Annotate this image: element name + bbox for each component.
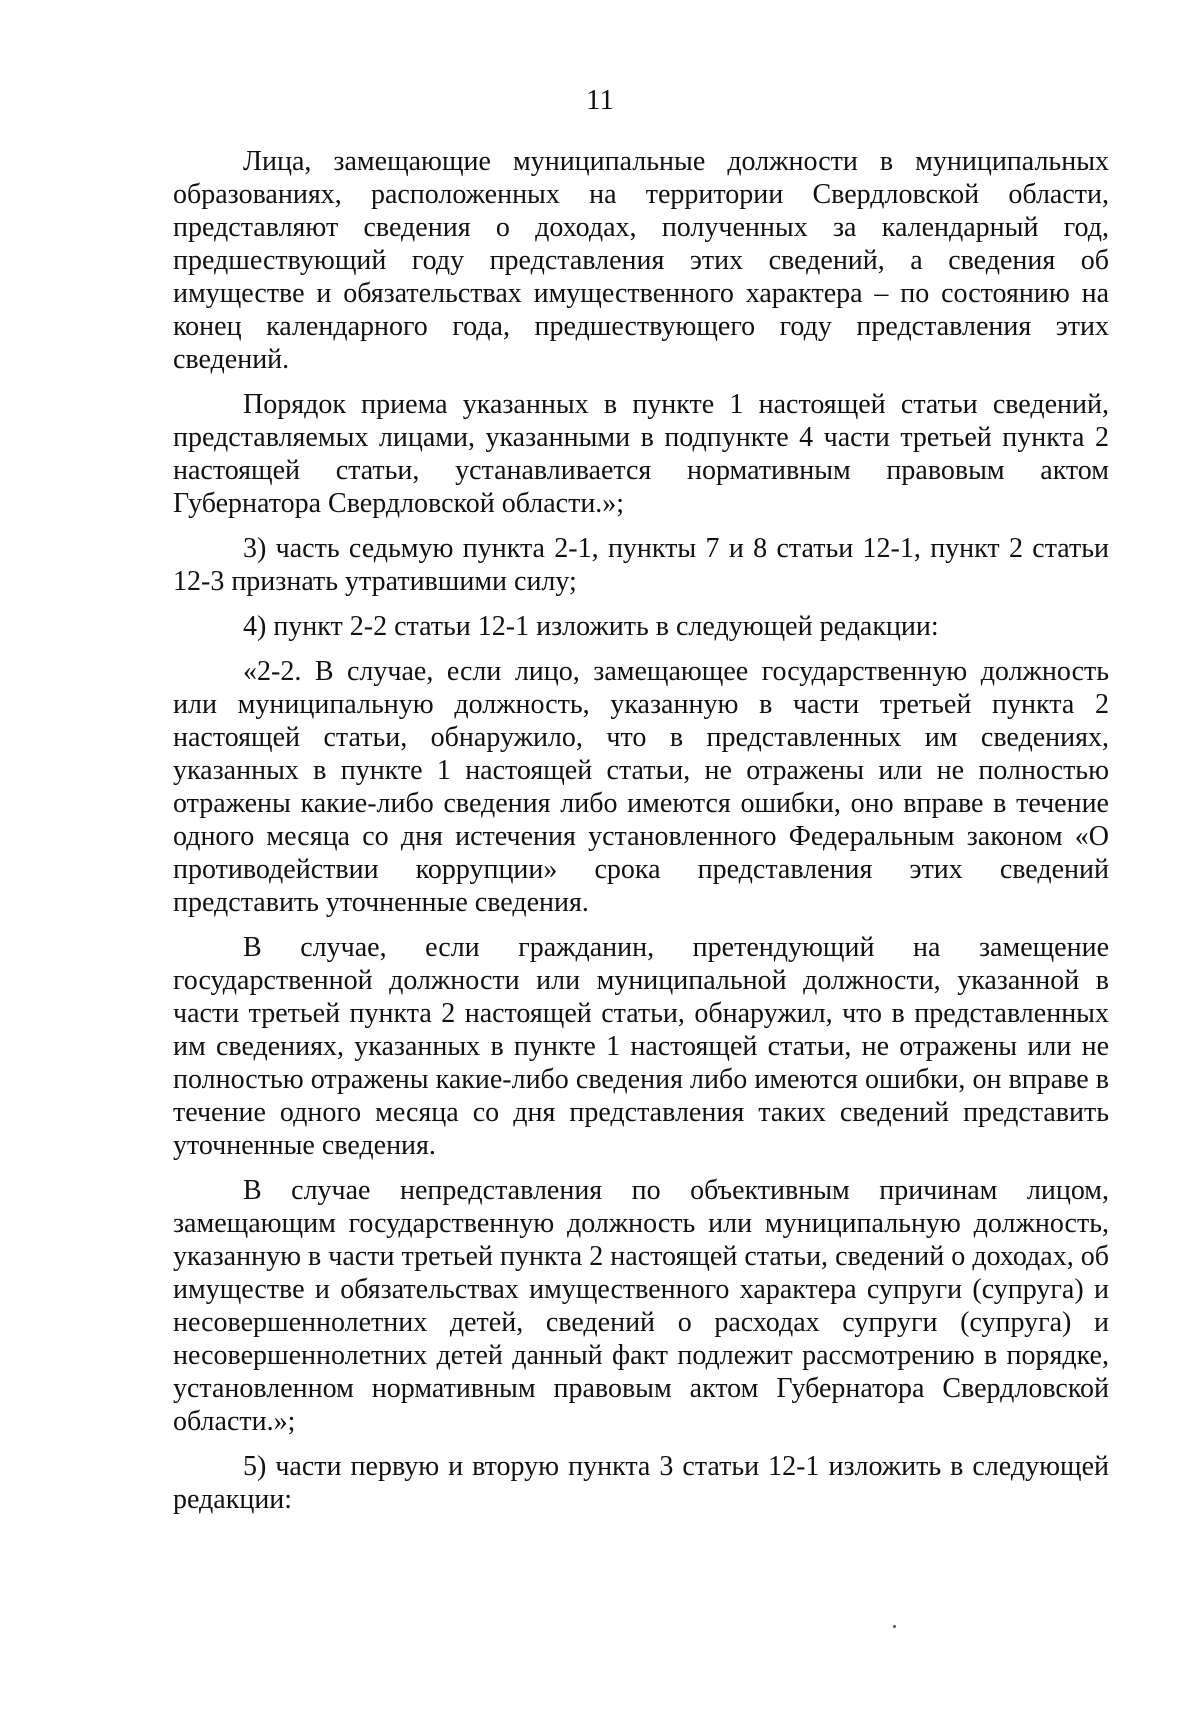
paragraph-clause-2-2: «2-2. В случае, если лицо, замещающее государственную должность или муниципальную должность, указанную в части третьей пункта 2 настоящей статьи, обнаружило, что в представленных им сведениях, указанных в пункте 1 настоящей статьи, не отражены или не полностью отражены какие-либо сведения либо имеются ошибки, оно вправе в течение одного месяца со дня истечения установленного Федеральным законом «О противодействии коррупции» срока представления этих сведений представить уточненные сведения. <box>173 656 1109 918</box>
paragraph-reception-procedure: Порядок приема указанных в пункте 1 настоящей статьи сведений, представляемых лицами, указанными в подпункте 4 части третьей пункта 2 настоящей статьи, устанавливается нормативным правовым актом Губернатора Свердловской области.»; <box>173 389 1109 519</box>
paragraph-item-5: 5) части первую и вторую пункта 3 статьи 12-1 изложить в следующей редакции: <box>173 1451 1109 1515</box>
paragraph-non-submission: В случае непредставления по объективным причинам лицом, замещающим государственную должность или муниципальную должность, указанную в части третьей пункта 2 настоящей статьи, сведений о доходах, об имуществе и обязательствах имущественного характера супруги (супруга) и несовершеннолетних детей, сведений о расходах супруги (супруга) и несовершеннолетних детей данный факт подлежит рассмотрению в порядке, установленном нормативным правовым актом Губернатора Свердловской области.»; <box>173 1175 1109 1437</box>
page-number: 11 <box>586 84 614 116</box>
scan-speck <box>893 1625 896 1628</box>
document-body <box>173 145 1109 1528</box>
paragraph-citizen-clarification: В случае, если гражданин, претендующий на замещение государственной должности или муниципальной должности, указанной в части третьей пункта 2 настоящей статьи, обнаружил, что в представленных им сведениях, указанных в пункте 1 настоящей статьи, не отражены или не полностью отражены какие-либо сведения либо имеются ошибки, он вправе в течение одного месяца со дня представления таких сведений представить уточненные сведения. <box>173 932 1109 1161</box>
paragraph-item-4: 4) пункт 2-2 статьи 12-1 изложить в следующей редакции: <box>243 611 939 642</box>
paragraph-item-3: 3) часть седьмую пункта 2-1, пункты 7 и 8 статьи 12-1, пункт 2 статьи 12-3 признать утратившими силу; <box>173 533 1109 597</box>
paragraph-officials-report-income: Лица, замещающие муниципальные должности в муниципальных образованиях, расположенных на территории Свердловской области, представляют сведения о доходах, полученных за календарный год, предшествующий году представления этих сведений, а сведения об имуществе и обязательствах имущественного характера – по состоянию на конец календарного года, предшествующего году представления этих сведений. <box>173 146 1109 375</box>
